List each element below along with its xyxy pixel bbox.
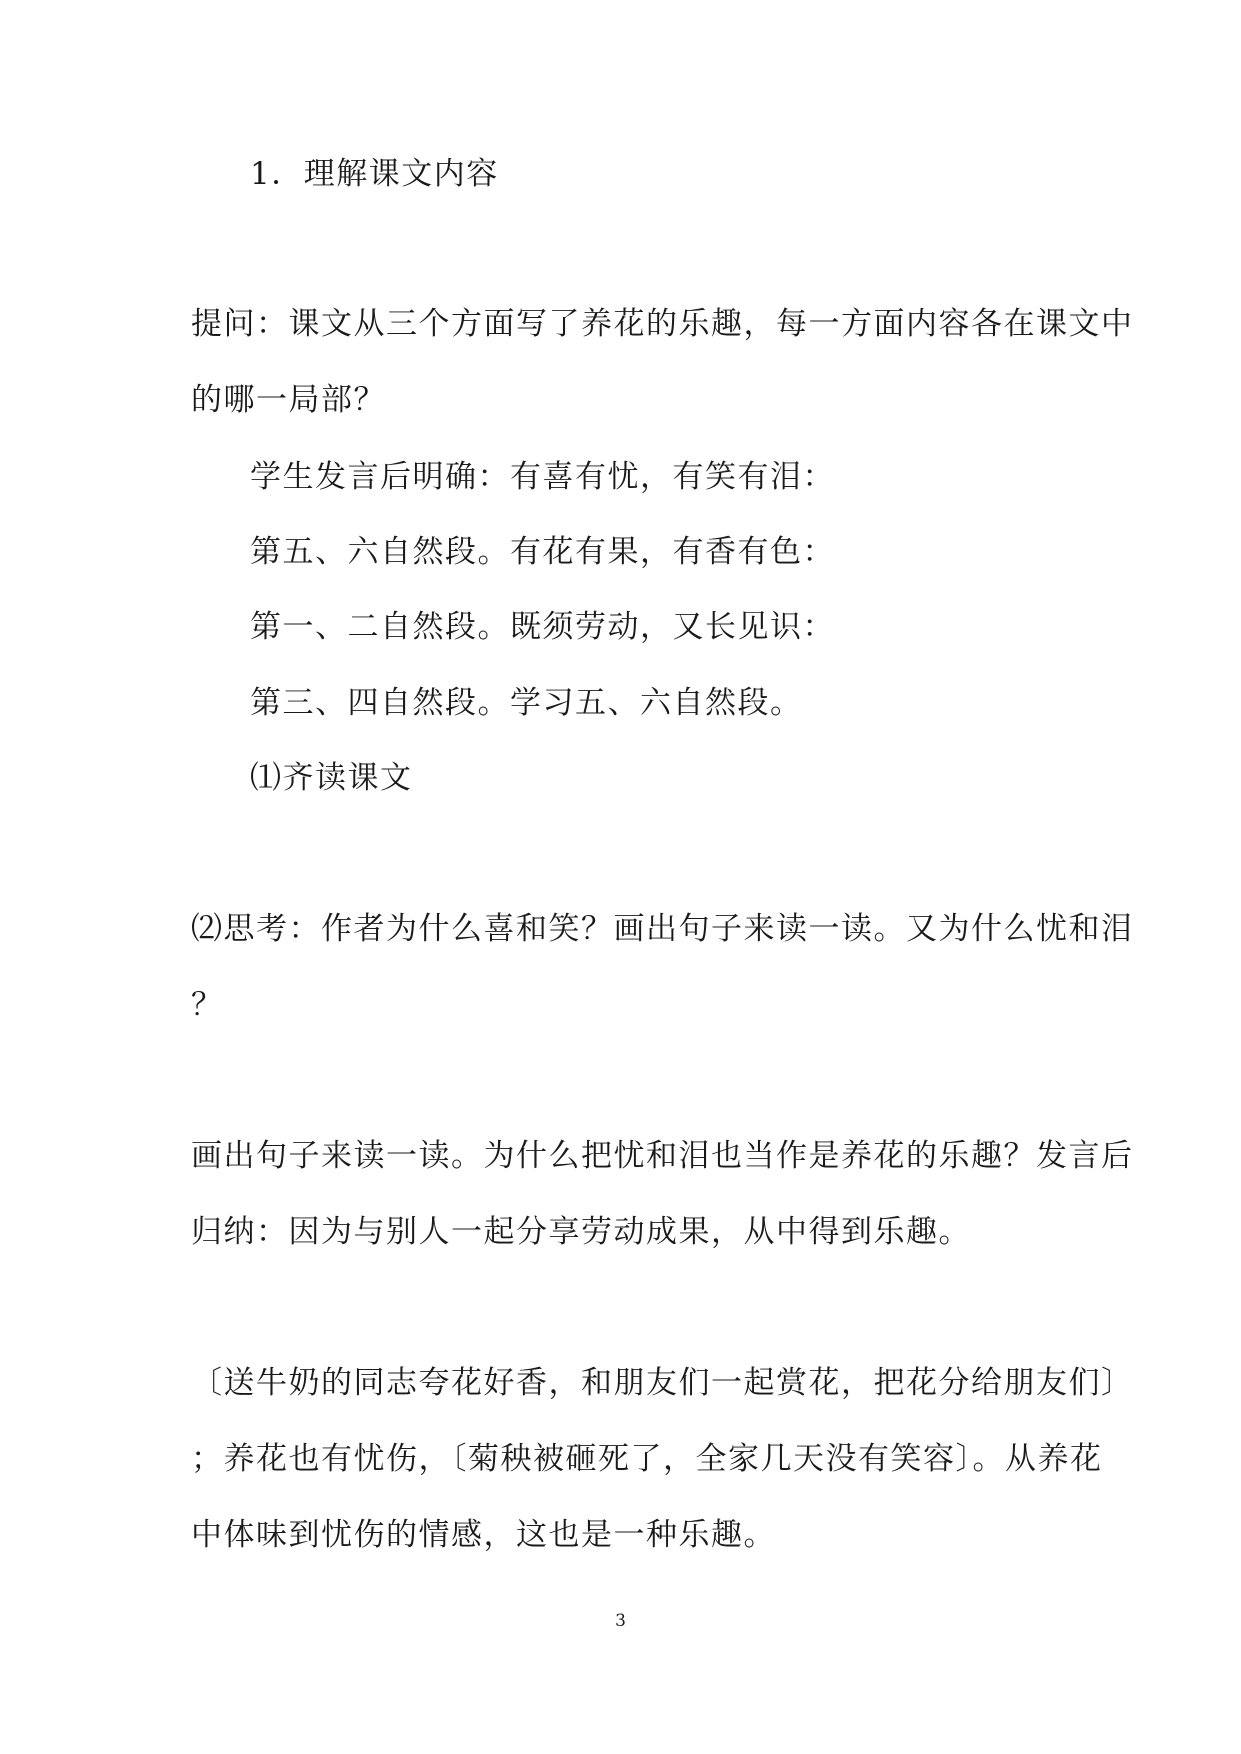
answer-line-2: 第五、六自然段。有花有果，有香有色： [250,534,835,570]
paragraph-line-5: 中体味到忧伤的情感，这也是一种乐趣。 [191,1517,776,1553]
paragraph-line-3: 〔送牛奶的同志夸花好香，和朋友们一起赏花，把花分给朋友们〕 [191,1365,1134,1401]
question-line-1: 提问：课文从三个方面写了养花的乐趣，每一方面内容各在课文中 [191,306,1134,342]
paragraph-line-1: 画出句子来读一读。为什么把忧和泪也当作是养花的乐趣？发言后 [191,1138,1134,1174]
section-heading: 1．理解课文内容 [250,156,499,192]
answer-line-4: 第三、四自然段。学习五、六自然段。 [250,685,803,721]
answer-line-3: 第一、二自然段。既须劳动，又长见识： [250,609,835,645]
step-2-line-1: ⑵思考：作者为什么喜和笑？画出句子来读一读。又为什么忧和泪 [191,911,1134,947]
step-1-line: ⑴齐读课文 [250,760,413,796]
paragraph-line-4: ；养花也有忧伤，〔菊秧被砸死了，全家几天没有笑容〕。从养花 [191,1441,1103,1477]
step-2-line-2: ？ [191,987,224,1023]
paragraph-line-2: 归纳：因为与别人一起分享劳动成果，从中得到乐趣。 [191,1214,971,1250]
question-line-2: 的哪一局部？ [191,382,386,418]
page-number: 3 [615,1611,626,1631]
answer-line-1: 学生发言后明确：有喜有忧，有笑有泪： [250,459,835,495]
